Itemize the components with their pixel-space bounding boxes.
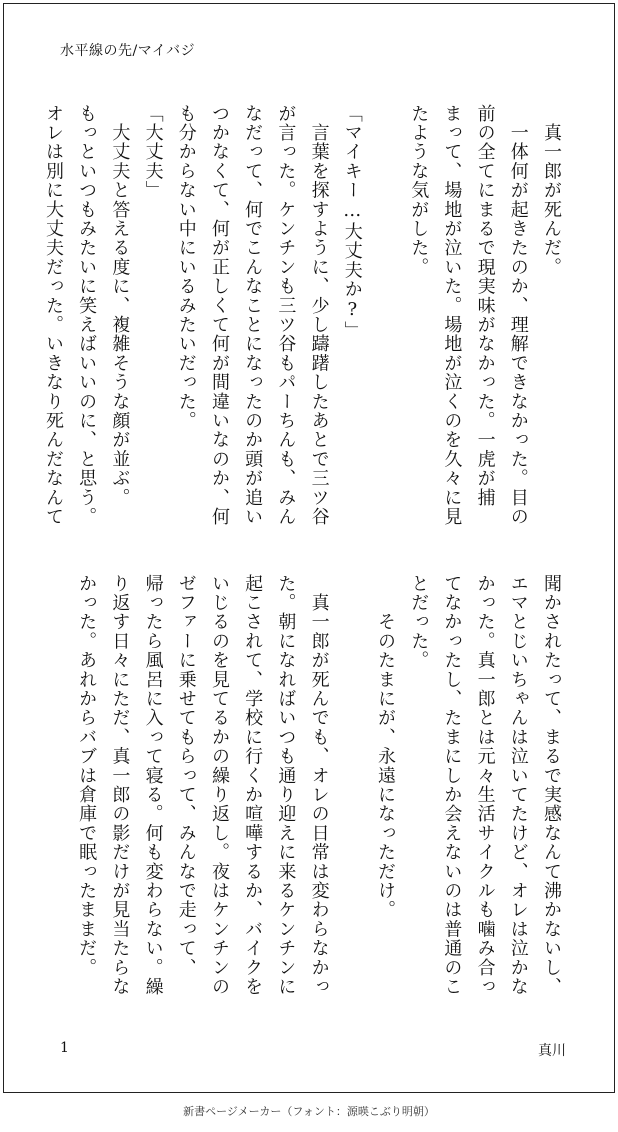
generator-credit: 新書ページメーカー（フォント：源暎こぶり明朝） — [183, 1105, 435, 1118]
page-header-title: 水平線の先/マイバジ — [60, 43, 196, 59]
book-page — [3, 3, 615, 1093]
body-text-lower: 聞かされたって、まるで実感なんて沸かないし、 エマとじいちゃんは泣いてたけど、オレは泣かな かった。真一郎とは元々生活サイクルも噛み合っ てなかったし、たまにしか会えないのは普通のこ とだった。 そのたまにが、永遠になっただけ。 真一郎が死んでも、オレの日常は変わらなかっ た。朝になればいつも通り迎えに来るケンチンに 起こされて、学校に行くか喧嘩するか、バイクを いじるのを見てるかの繰り返し。夜はケンチンの ゼファーに乗せてもらって、みんなで走って、 帰ったら風呂に入って寝る。何も変わらない。繰 り返す日々にただ、真一郎の影だけが見当たらな かった。あれからバブは倉庫で眠ったままだ。 — [76, 574, 562, 997]
page-number: 1 — [60, 1040, 69, 1056]
body-text-upper: 真一郎が死んだ。 一体何が起きたのか、理解できなかった。目の 前の全てにまるで現実味がなかった。一虎が捕 まって、場地が泣いた。場地が泣くのを久々に見 たような気がした。 「マイキー…大丈夫か?」 言葉を探すように、少し躊躇したあとで三ツ谷 が言った。ケンチンも三ツ谷もパーちんも、みん なだって、何でこんなことになったのか頭が追い つかなくて、何が正しくて何が間違いなのか、何 も分からない中にいるみたいだった。 「大丈夫」 大丈夫と答える度に、複雑そうな顔が並ぶ。 もっといつもみたいに笑えばいいのに、と思う。 オレは別に大丈夫だった。いきなり死んだなんて — [42, 104, 562, 527]
author-name: 真川 — [538, 1043, 566, 1059]
